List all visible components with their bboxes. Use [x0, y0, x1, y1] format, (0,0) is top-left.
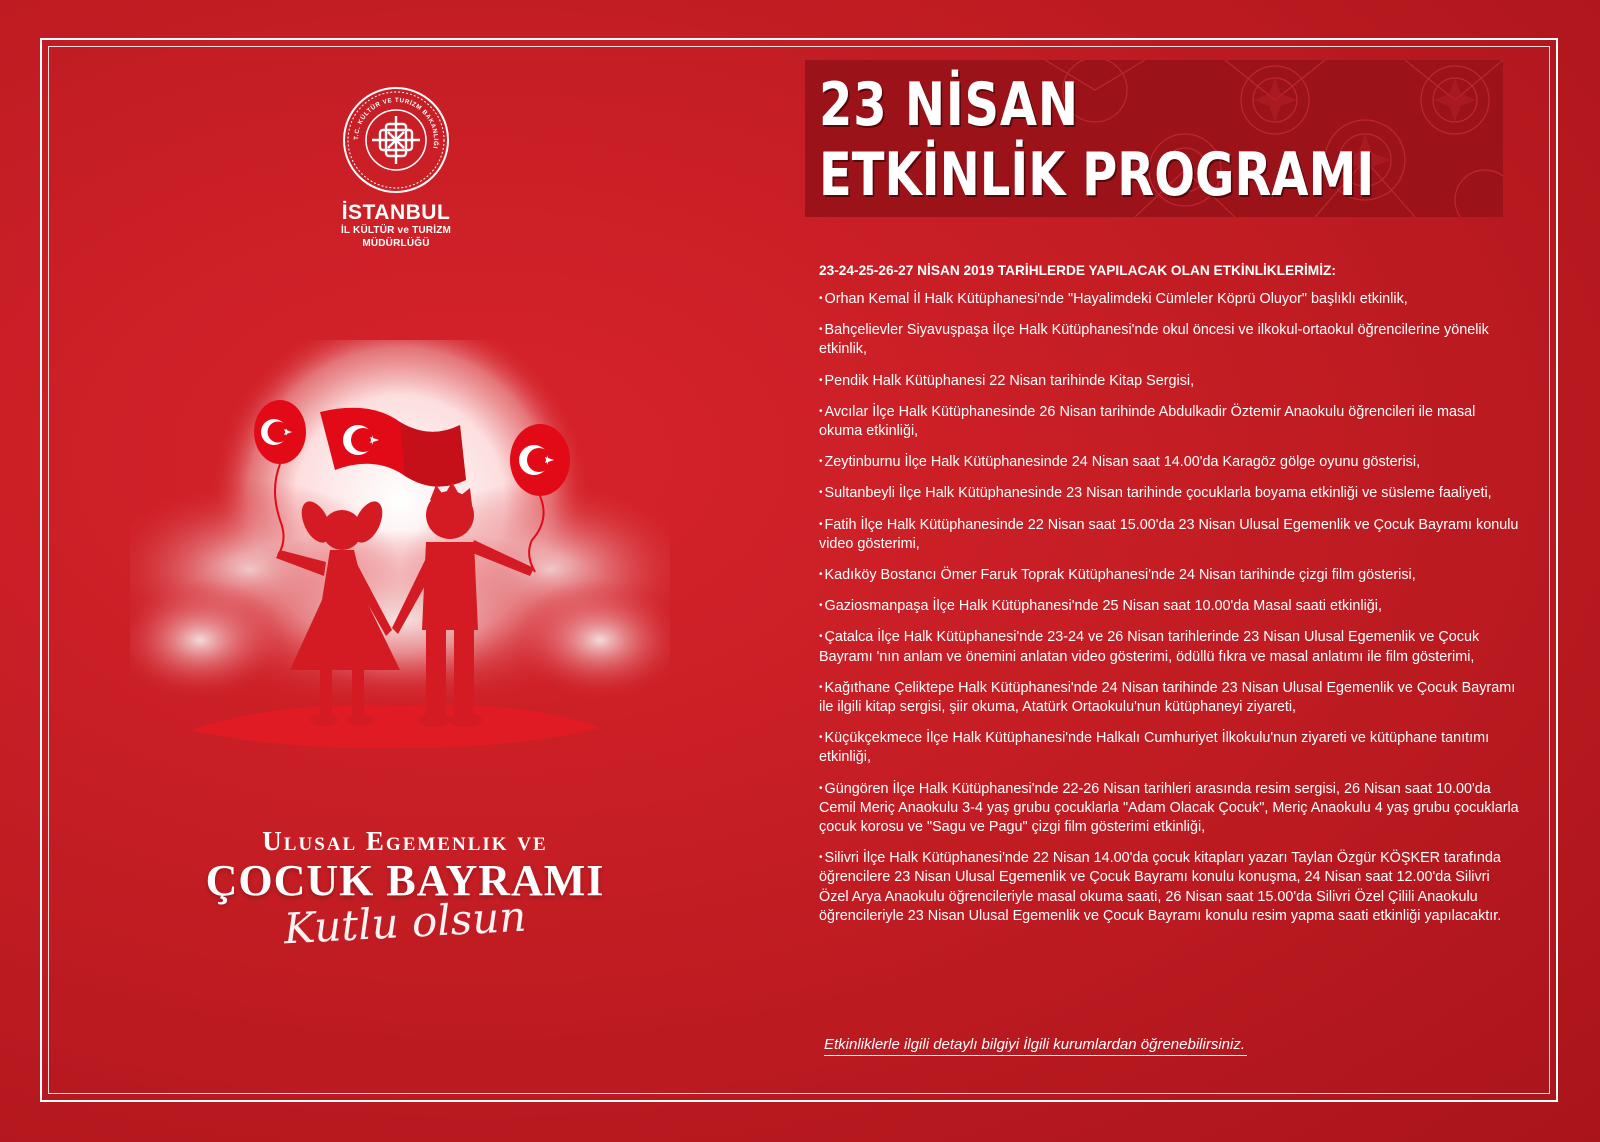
event-item: • Bahçelievler Siyavuşpaşa İlçe Halk Kütüphanesi'nde okul öncesi ve ilkokul-ortaokul öğrencilerine yönelik etkinlik, [819, 320, 1519, 359]
event-item: • Orhan Kemal İl Halk Kütüphanesi'nde "Hayalimdeki Cümleler Köprü Oluyor" başlıklı etkinlik, [819, 289, 1519, 309]
event-item: • Pendik Halk Kütüphanesi 22 Nisan tarihinde Kitap Sergisi, [819, 371, 1519, 391]
children-with-flags-illustration [130, 340, 670, 820]
event-list [819, 289, 1519, 926]
red-splash [190, 705, 600, 748]
banner-title-line-1: 23 NİSAN [819, 70, 1079, 140]
event-item: • Silivri İlçe Halk Kütüphanesi'nde 22 Nisan 14.00'da çocuk kitapları yazarı Taylan Özgür KÖŞKER tarafında öğrencilere 23 Nisan Ulusal Egemenlik ve Çocuk Bayramı konulu konuşma, 24 Nisan saat 12.00'da Silivri Özel Arya Anaokulu öğrencileriyle masal okuma saati, 26 Nisan saat 15.00'da Silivri Özel Çilili Anaokulu öğrencileriyle 23 Nisan Ulusal Egemenlik ve Çocuk Bayramı konulu resim yapma saati etkinliği yapılacaktır. [819, 848, 1519, 926]
footer-info-note: Etkinliklerle ilgili detaylı bilgiyi İlgili kurumlardan öğrenebilirsiniz. [824, 1036, 1247, 1056]
logo-city: İSTANBUL [341, 201, 451, 224]
event-item: • Avcılar İlçe Halk Kütüphanesinde 26 Nisan tarihinde Abdulkadir Öztemir Anaokulu öğrencileri ile masal okuma etkinliği, [819, 402, 1519, 441]
greeting-line-2: ÇOCUK BAYRAMI [205, 856, 605, 905]
event-item: • Gaziosmanpaşa İlçe Halk Kütüphanesi'nde 25 Nisan saat 10.00'da Masal saati etkinliği, [819, 596, 1519, 616]
event-item: • Sultanbeyli İlçe Halk Kütüphanesinde 23 Nisan tarihinde çocuklarla boyama etkinliği ve süsleme faaliyeti, [819, 483, 1519, 503]
event-item: • Kağıthane Çeliktepe Halk Kütüphanesi'nde 24 Nisan tarihinde 23 Nisan Ulusal Egemenlik ve Çocuk Bayramı ile ilgili kitap sergisi, şiir okuma, Atatürk Ortaokulu'nun kütüphaneyi ziyareti, [819, 678, 1519, 717]
event-item: • Fatih İlçe Halk Kütüphanesinde 22 Nisan saat 15.00'da 23 Nisan Ulusal Egemenlik ve Çocuk Bayramı konulu video gösterimi, [819, 515, 1519, 554]
greeting-line-1: Ulusal Egemenlik ve [262, 826, 548, 856]
event-program [819, 262, 1519, 937]
logo-line-2: MÜDÜRLÜĞÜ [362, 238, 430, 249]
ministry-seal-icon [342, 86, 450, 194]
event-item: • Kadıköy Bostancı Ömer Faruk Toprak Kütüphanesi'nde 24 Nisan tarihinde çizgi film gösterisi, [819, 565, 1519, 585]
holiday-greeting [180, 824, 630, 954]
svg-text:T.C. KÜLTÜR VE TURİZM BAKANLIĞ: T.C. KÜLTÜR VE TURİZM BAKANLIĞI [352, 96, 440, 150]
ministry-logo [340, 86, 452, 250]
banner-title-line-2: ETKİNLİK PROGRAMI [819, 140, 1375, 210]
event-item: • Güngören İlçe Halk Kütüphanesi'nde 22-26 Nisan tarihleri arasında resim sergisi, 26 Nisan saat 10.00'da Cemil Meriç Anaokulu 3-4 yaş grubu çocuklarla "Adam Olacak Çocuk", Meriç Anaokulu 4 yaş grubu çocuklarla çocuk korosu ve "Sagu ve Pagu" çizgi film gösterimi etkinliği, [819, 779, 1519, 838]
event-item: • Zeytinburnu İlçe Halk Kütüphanesinde 24 Nisan saat 14.00'da Karagöz gölge oyunu gösterisi, [819, 452, 1519, 472]
event-item: • Küçükçekmece İlçe Halk Kütüphanesi'nde Halkalı Cumhuriyet İlkokulu'nun ziyareti ve kütüphane tanıtımı etkinliği, [819, 728, 1519, 767]
greeting-script: Kutlu olsun [282, 891, 528, 954]
title-banner [805, 60, 1503, 217]
program-heading: 23-24-25-26-27 NİSAN 2019 TARİHLERDE YAPILACAK OLAN ETKİNLİKLERİMİZ: [819, 263, 1336, 278]
event-item: • Çatalca İlçe Halk Kütüphanesi'nde 23-24 ve 26 Nisan tarihlerinde 23 Nisan Ulusal Egemenlik ve Çocuk Bayramı 'nın anlam ve önemini anlatan video gösterimi, ödüllü fıkra ve masal anlatımı ile film gösterimi, [819, 627, 1519, 666]
logo-line-1: İL KÜLTÜR ve TURİZM [340, 225, 452, 236]
